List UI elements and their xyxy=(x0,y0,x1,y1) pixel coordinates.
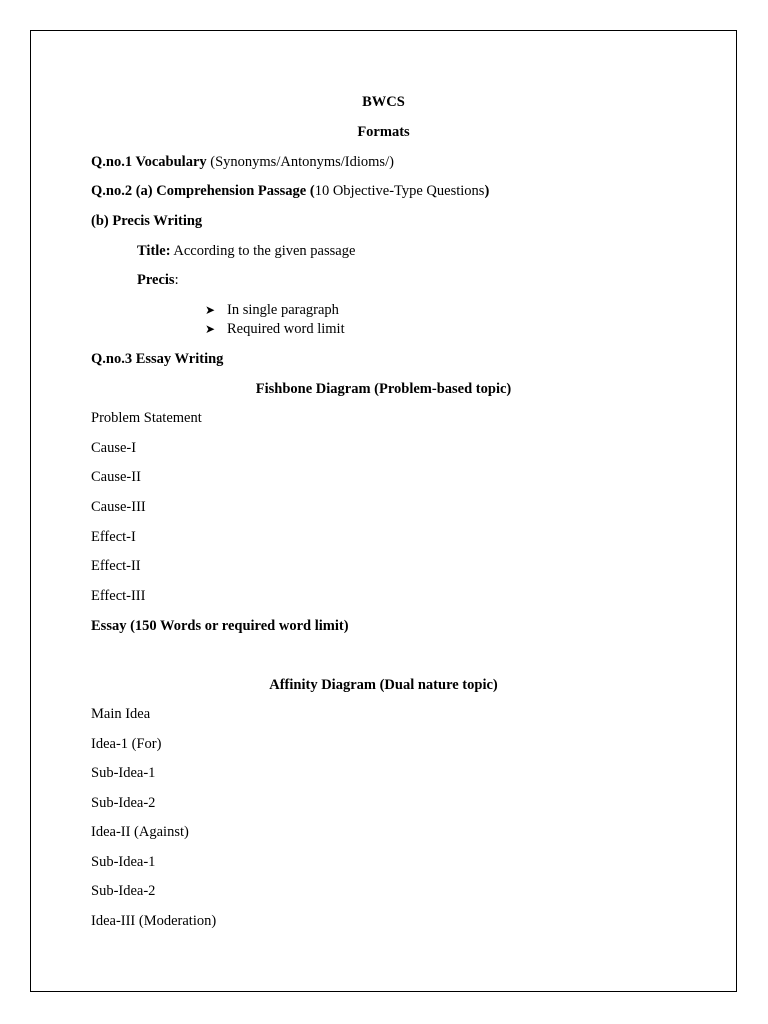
list-item-label: Required word limit xyxy=(227,321,345,337)
fishbone-heading: Fishbone Diagram (Problem-based topic) xyxy=(255,381,512,397)
precis-colon: : xyxy=(174,272,179,288)
document-subtitle: Formats xyxy=(357,124,410,140)
list-item-label: In single paragraph xyxy=(227,302,339,318)
affinity-item: Idea-III (Moderation) xyxy=(91,913,217,929)
essay-label: Essay (150 Words or required word limit) xyxy=(91,618,349,634)
affinity-item: Sub-Idea-1 xyxy=(91,854,156,870)
fishbone-item: Problem Statement xyxy=(91,410,202,426)
precis-title-line xyxy=(137,242,355,260)
fishbone-item: Effect-I xyxy=(91,529,136,545)
question-2 xyxy=(91,182,489,200)
affinity-item: Main Idea xyxy=(91,706,151,722)
affinity-item: Sub-Idea-2 xyxy=(91,883,156,899)
question-3-label: Q.no.3 Essay Writing xyxy=(91,351,224,367)
arrowhead-bullet-icon: ➤ xyxy=(205,322,216,336)
affinity-item: Idea-1 (For) xyxy=(91,736,162,752)
affinity-item: Sub-Idea-1 xyxy=(91,765,156,781)
question-2-detail: 10 Objective-Type Questions xyxy=(314,183,485,199)
question-1-label: Q.no.1 Vocabulary xyxy=(91,154,207,170)
document-page xyxy=(30,30,737,992)
question-1-detail: (Synonyms/Antonyms/Idioms/) xyxy=(210,154,394,170)
list-item xyxy=(205,320,345,338)
fishbone-item: Effect-III xyxy=(91,588,146,604)
affinity-heading: Affinity Diagram (Dual nature topic) xyxy=(269,677,498,693)
fishbone-item: Cause-II xyxy=(91,469,141,485)
arrowhead-bullet-icon: ➤ xyxy=(205,303,216,317)
question-2-close-paren: ) xyxy=(484,183,490,199)
precis-line xyxy=(137,271,179,289)
fishbone-item: Cause-III xyxy=(91,499,146,515)
fishbone-item: Cause-I xyxy=(91,440,137,456)
question-1 xyxy=(91,153,394,171)
precis-label: Precis xyxy=(137,272,175,288)
precis-title-value: According to the given passage xyxy=(173,243,356,259)
precis-writing-heading: (b) Precis Writing xyxy=(91,213,203,229)
precis-title-label: Title: xyxy=(137,243,171,259)
affinity-item: Sub-Idea-2 xyxy=(91,795,156,811)
affinity-item: Idea-II (Against) xyxy=(91,824,189,840)
question-2-open-paren: ( xyxy=(309,183,315,199)
document-title: BWCS xyxy=(362,94,405,110)
list-item xyxy=(205,301,339,319)
fishbone-item: Effect-II xyxy=(91,558,141,574)
question-2-label: Q.no.2 (a) Comprehension Passage xyxy=(91,183,307,199)
